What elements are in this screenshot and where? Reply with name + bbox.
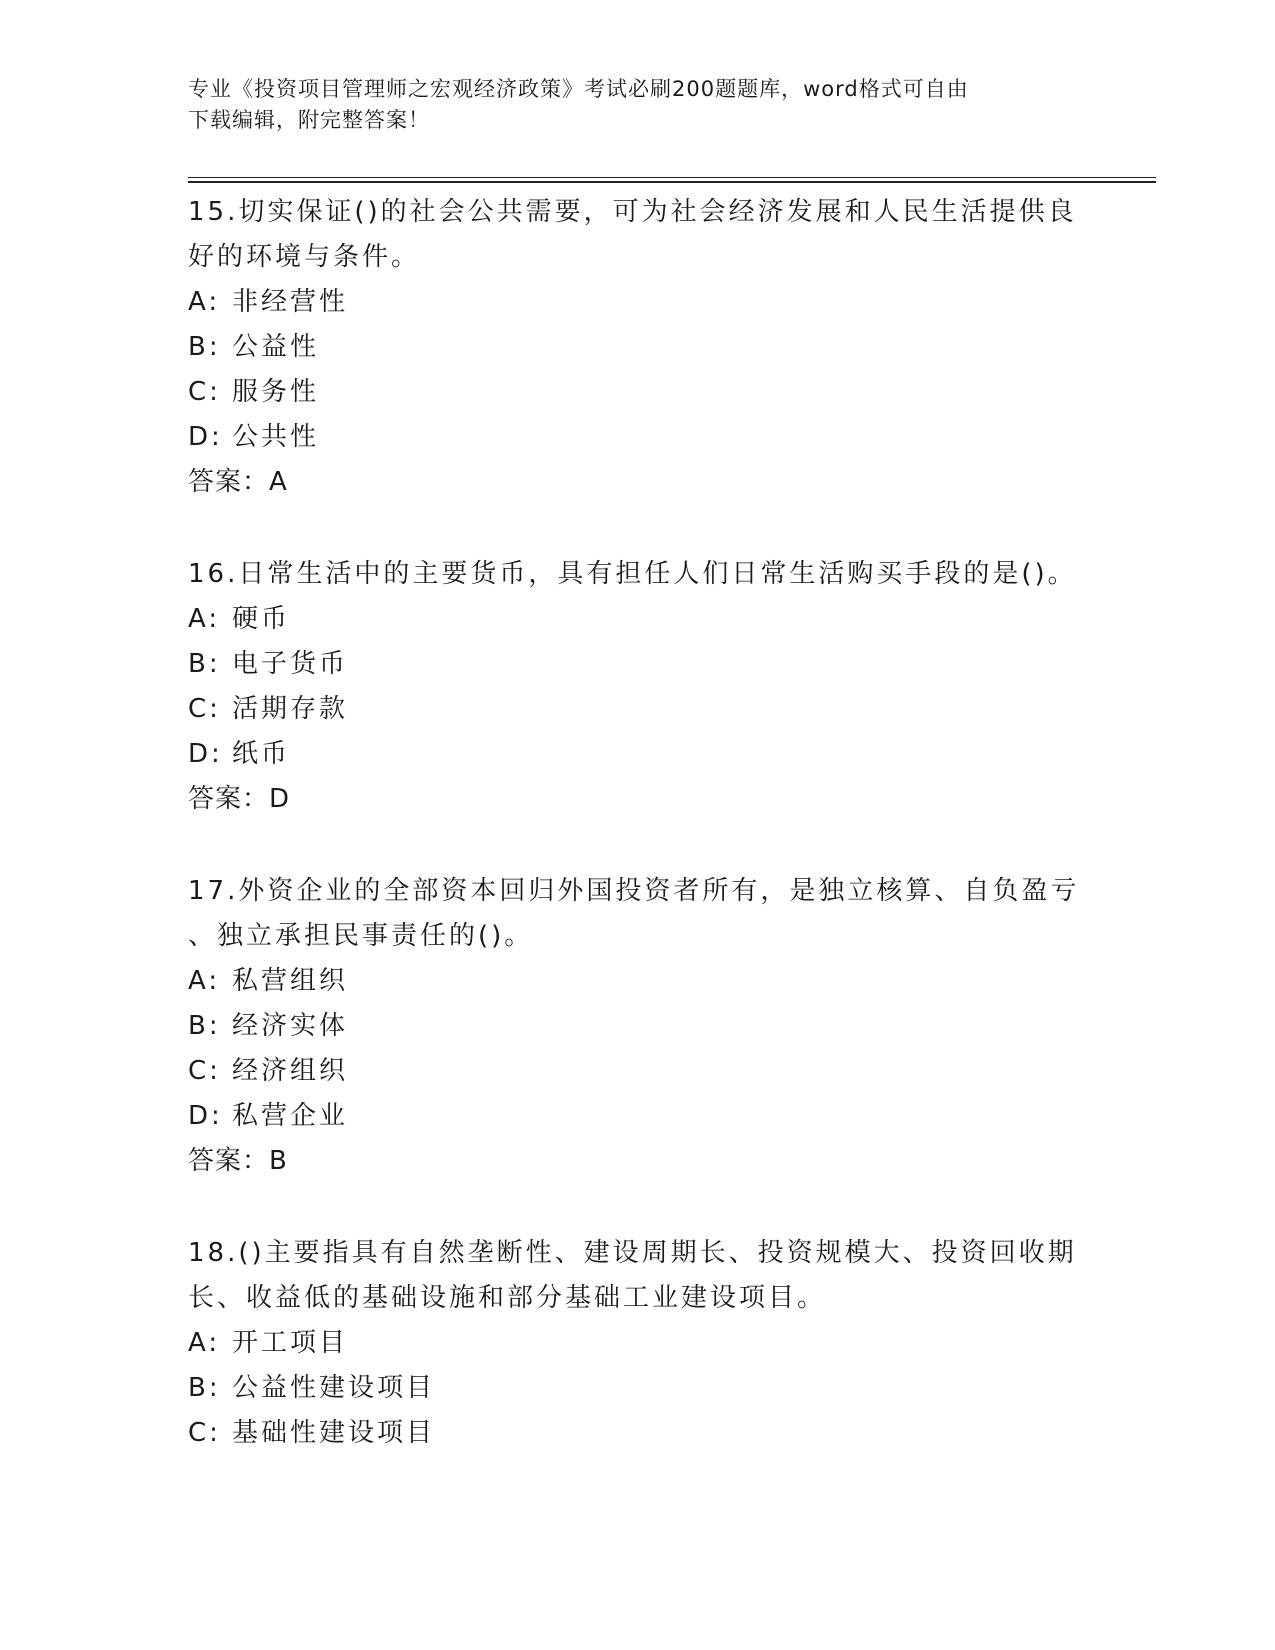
option-d xyxy=(188,415,1088,460)
option-a xyxy=(188,959,1088,1004)
document-header xyxy=(188,74,1088,136)
option-text: 活期存款 xyxy=(232,694,349,724)
question-text-line: 好的环境与条件。 xyxy=(188,242,421,272)
option-text: 非经营性 xyxy=(232,287,349,317)
option-letter: A: xyxy=(188,287,221,317)
option-letter: A: xyxy=(188,604,221,634)
option-text: 开工项目 xyxy=(232,1328,349,1358)
option-letter: A: xyxy=(188,966,221,996)
question-text-line: 15.切实保证()的社会公共需要，可为社会经济发展和人民生活提供良 xyxy=(188,197,1077,227)
option-text: 私营企业 xyxy=(232,1101,349,1131)
option-letter: D: xyxy=(188,1101,223,1131)
question-17 xyxy=(188,869,1088,1184)
option-text: 公益性 xyxy=(232,332,320,362)
option-letter: A: xyxy=(188,1328,221,1358)
question-18 xyxy=(188,1231,1088,1456)
option-letter: B: xyxy=(188,1373,221,1403)
option-letter: C: xyxy=(188,694,221,724)
option-a xyxy=(188,280,1088,325)
question-text-line: 、独立承担民事责任的()。 xyxy=(188,921,534,951)
header-line-1: 专业《投资项目管理师之宏观经济政策》考试必刷200题题库，word格式可自由 xyxy=(188,77,969,101)
question-text-line: 长、收益低的基础设施和部分基础工业建设项目。 xyxy=(188,1283,827,1313)
option-letter: C: xyxy=(188,1418,221,1448)
option-d xyxy=(188,732,1088,777)
option-d xyxy=(188,1094,1088,1139)
question-text-line: 16.日常生活中的主要货币，具有担任人们日常生活购买手段的是()。 xyxy=(188,559,1077,589)
option-letter: B: xyxy=(188,332,221,362)
option-letter: D: xyxy=(188,422,223,452)
option-c xyxy=(188,370,1088,415)
option-text: 经济组织 xyxy=(232,1056,349,1086)
option-letter: C: xyxy=(188,1056,221,1086)
question-16 xyxy=(188,552,1088,822)
option-letter: C: xyxy=(188,377,221,407)
answer-line: 答案：B xyxy=(188,1146,288,1176)
header-line-2: 下载编辑，附完整答案！ xyxy=(188,108,430,132)
option-letter: B: xyxy=(188,1011,221,1041)
option-text: 服务性 xyxy=(232,377,320,407)
answer-line: 答案：D xyxy=(188,784,291,814)
answer-line: 答案：A xyxy=(188,467,288,497)
option-text: 电子货币 xyxy=(232,649,349,679)
option-text: 纸币 xyxy=(232,739,291,769)
option-c xyxy=(188,687,1088,732)
option-text: 经济实体 xyxy=(232,1011,349,1041)
option-letter: D: xyxy=(188,739,223,769)
question-text-line: 17.外资企业的全部资本回归外国投资者所有，是独立核算、自负盈亏 xyxy=(188,876,1080,906)
option-b xyxy=(188,642,1088,687)
option-b xyxy=(188,325,1088,370)
option-text: 私营组织 xyxy=(232,966,349,996)
option-letter: B: xyxy=(188,649,221,679)
question-text-line: 18.()主要指具有自然垄断性、建设周期长、投资规模大、投资回收期 xyxy=(188,1238,1077,1268)
question-15 xyxy=(188,190,1088,505)
header-divider-thick xyxy=(188,181,1156,183)
option-c xyxy=(188,1411,1088,1456)
option-b xyxy=(188,1004,1088,1049)
option-c xyxy=(188,1049,1088,1094)
option-text: 公共性 xyxy=(232,422,320,452)
option-text: 公益性建设项目 xyxy=(232,1373,436,1403)
header-divider-thin xyxy=(188,177,1156,178)
option-a xyxy=(188,1321,1088,1366)
question-list xyxy=(188,190,1088,1503)
option-a xyxy=(188,597,1088,642)
option-b xyxy=(188,1366,1088,1411)
option-text: 基础性建设项目 xyxy=(232,1418,436,1448)
option-text: 硬币 xyxy=(232,604,291,634)
